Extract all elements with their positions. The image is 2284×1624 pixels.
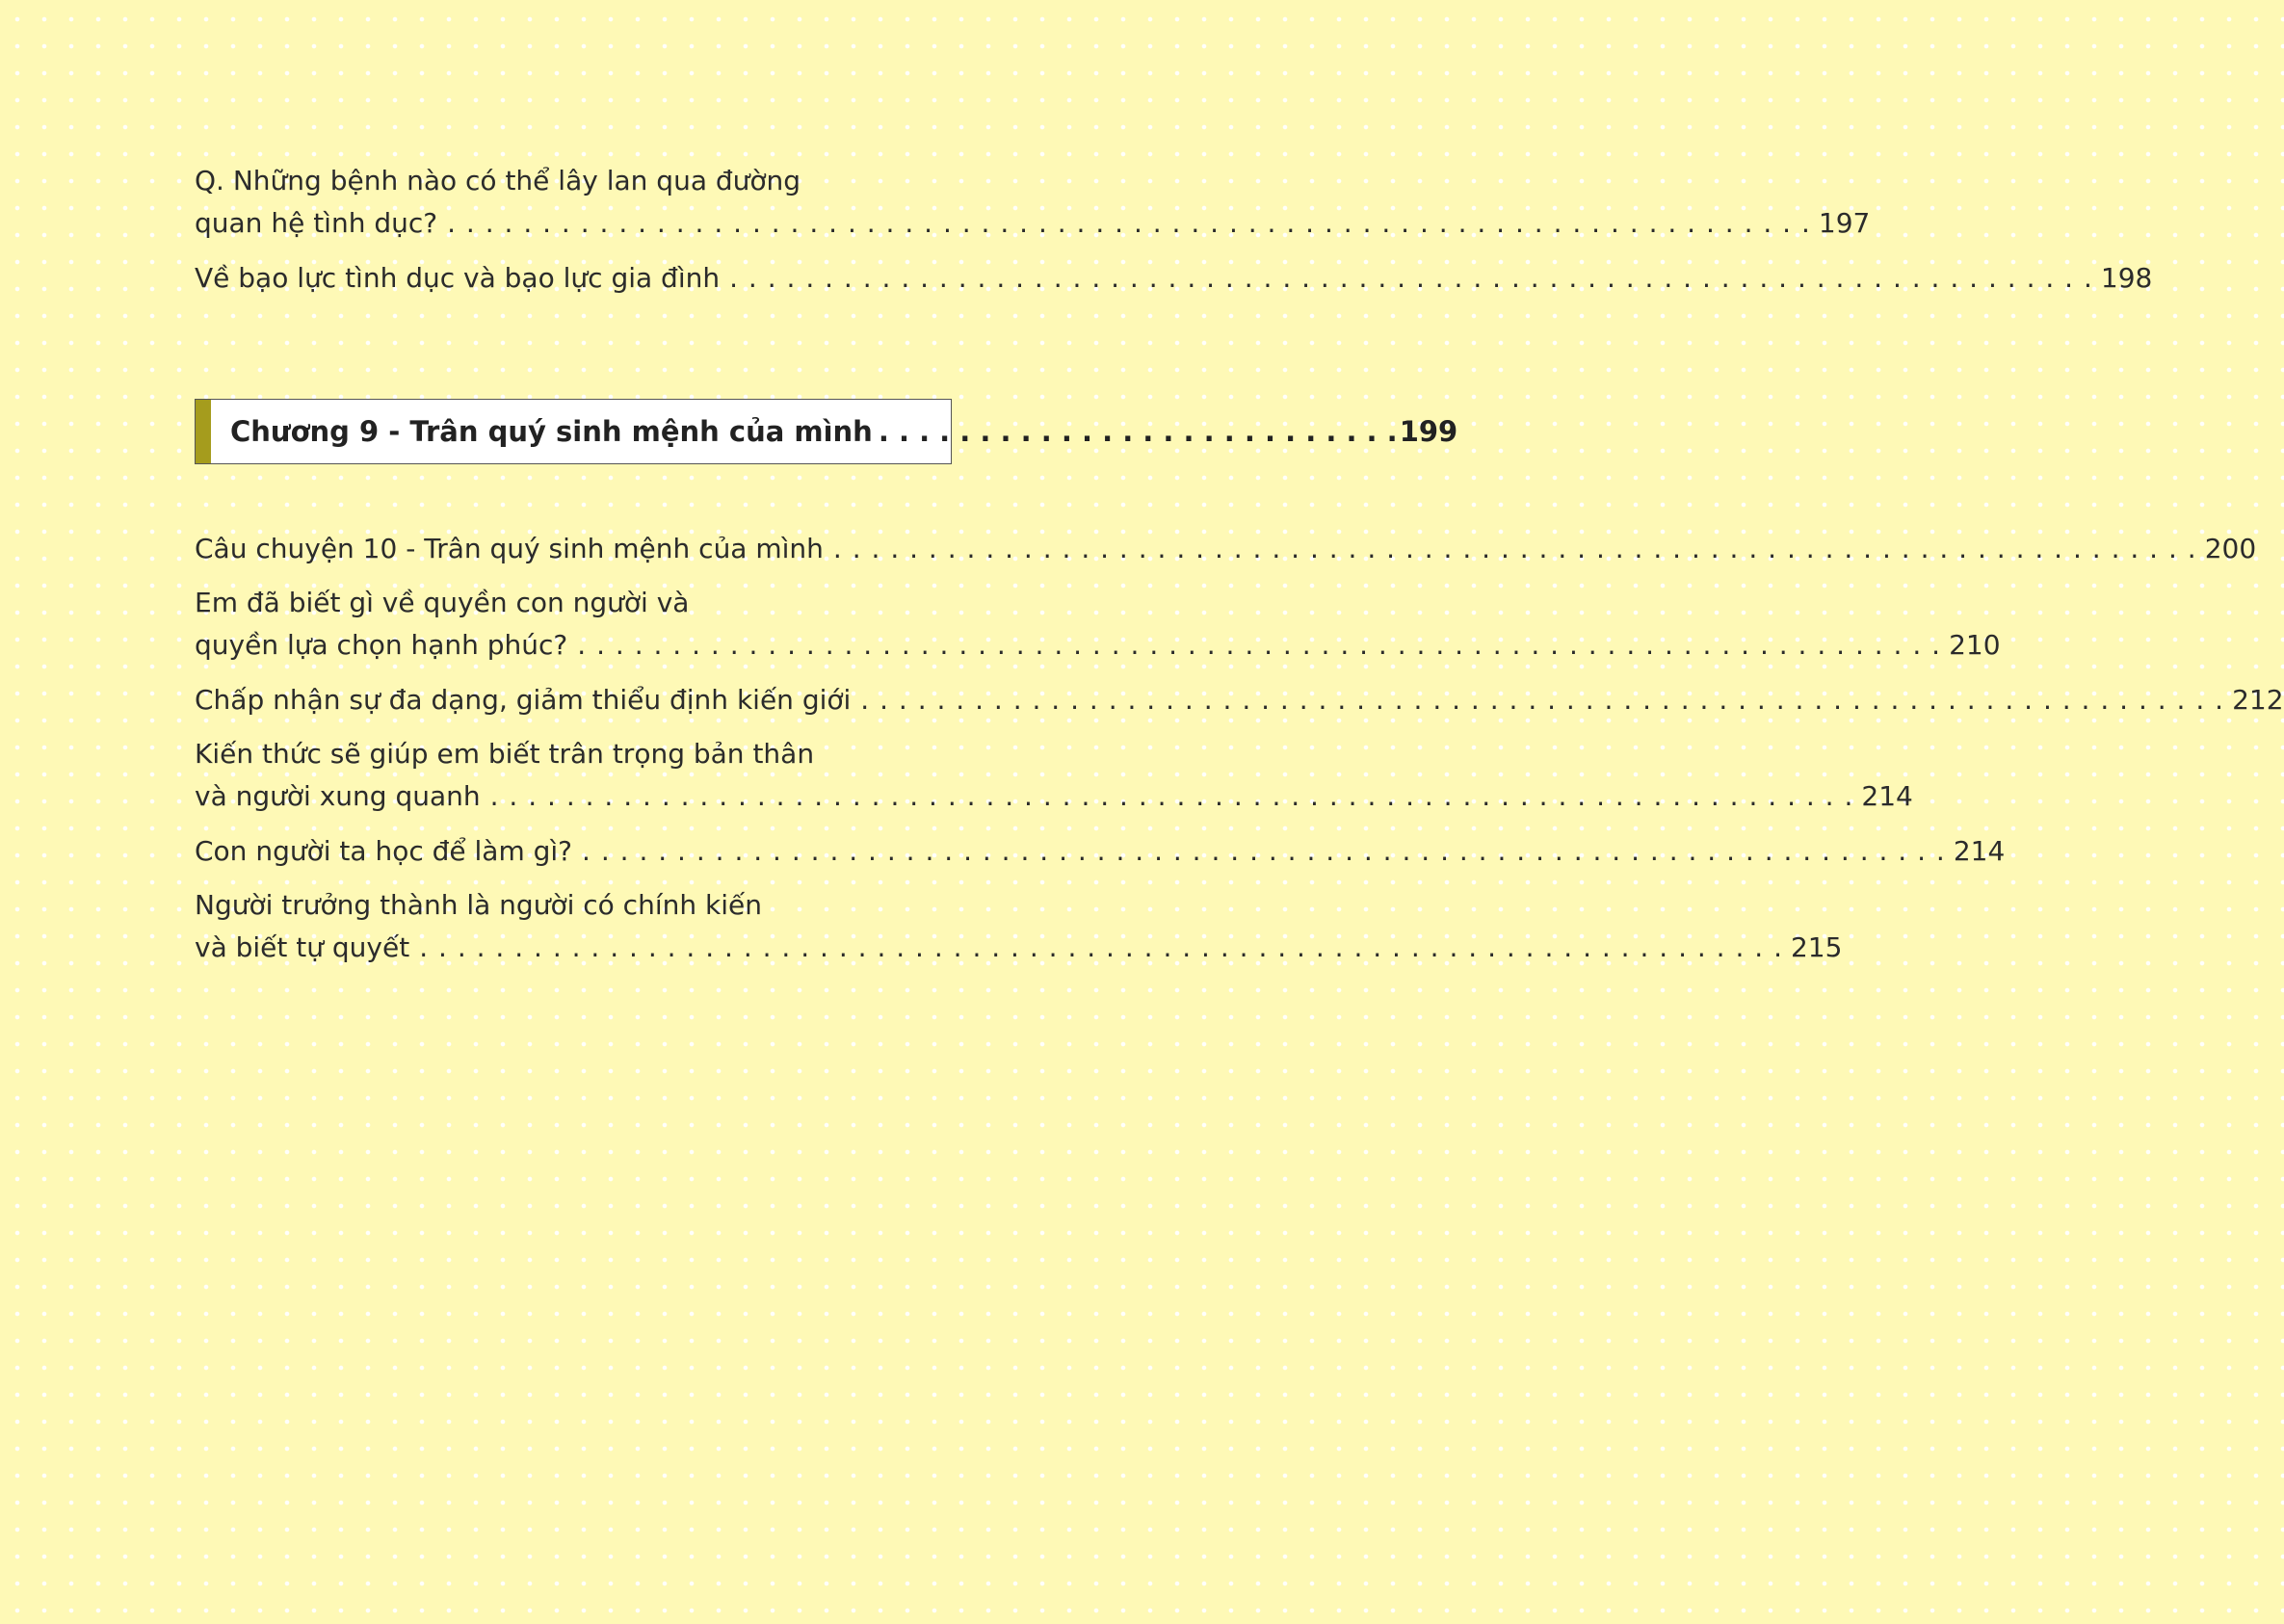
leader-dots (833, 530, 2197, 568)
leader-dots (577, 626, 1941, 665)
toc-page-number: 210 (1949, 629, 2001, 661)
toc-entry-6-line1: Kiến thức sẽ giúp em biết trân trọng bản thân (195, 738, 815, 770)
chapter-page-number: 199 (1399, 415, 1458, 448)
toc-entry-7 (195, 832, 2006, 871)
leader-dots (729, 259, 2093, 298)
chapter-heading (195, 399, 1458, 464)
toc-page-number: 212 (2232, 684, 2284, 716)
leader-dots (582, 832, 1946, 871)
toc-entry-1 (195, 204, 1871, 243)
toc-entry-6 (195, 777, 1913, 816)
toc-entry-4 (195, 626, 2001, 665)
toc-entry-title: quyền lựa chọn hạnh phúc? (195, 629, 568, 661)
toc-page-number: 197 (1818, 207, 1871, 239)
toc-entry-title: Chấp nhận sự đa dạng, giảm thiểu định kiến giới (195, 684, 852, 716)
toc-page-number: 214 (1953, 835, 2006, 867)
leader-dots (447, 204, 1811, 243)
chapter-title: Chương 9 - Trân quý sinh mệnh của mình (230, 415, 873, 448)
toc-entry-8-line1: Người trưởng thành là người có chính kiến (195, 889, 762, 921)
toc-entry-title: và biết tự quyết (195, 931, 410, 963)
chapter-heading-text (211, 415, 1463, 448)
toc-entry-3 (195, 530, 2257, 568)
toc-entry-title: quan hệ tình dục? (195, 207, 438, 239)
toc-entry-2 (195, 259, 2153, 298)
toc-entry-title: Về bạo lực tình dục và bạo lực gia đình (195, 262, 721, 294)
toc-entry-4-line1: Em đã biết gì về quyền con người và (195, 587, 690, 618)
toc-entry-1-line1: Q. Những bệnh nào có thể lây lan qua đường (195, 165, 801, 196)
leader-dots (419, 929, 1783, 967)
toc-entry-title: Câu chuyện 10 - Trân quý sinh mệnh của mình (195, 533, 824, 564)
toc-entry-8 (195, 929, 1843, 967)
leader-dots (490, 777, 1854, 816)
toc-page-number: 200 (2204, 533, 2257, 564)
toc-entry-5 (195, 681, 2284, 720)
toc-page-number: 214 (1861, 780, 1913, 812)
leader-dots (879, 415, 1398, 448)
toc-page-number: 215 (1790, 931, 1843, 963)
leader-dots (860, 681, 2224, 720)
toc-entry-title: Con người ta học để làm gì? (195, 835, 573, 867)
toc-entry-title: và người xung quanh (195, 780, 481, 812)
toc-page-number: 198 (2100, 262, 2153, 294)
chapter-accent-bar (196, 400, 211, 463)
